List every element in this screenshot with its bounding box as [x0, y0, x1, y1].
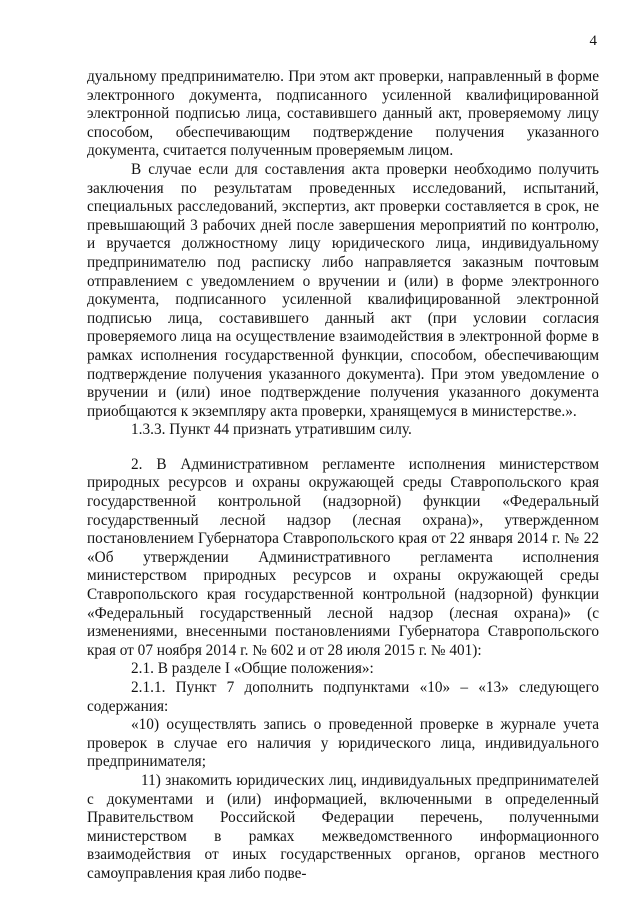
- paragraph-clause-2-1: 2.1. В разделе I «Общие положения»:: [131, 660, 374, 678]
- paragraph-subitem-10: «10) осуществлять запись о проведенной проверке в журнале учета проверок в случае его наличия у юридического лица, индивидуального предпринимателя;: [87, 716, 599, 771]
- page-number: 4: [589, 33, 597, 49]
- paragraph-clause-2-1-1: 2.1.1. Пункт 7 дополнить подпунктами «10» – «13» следующего содержания:: [87, 679, 599, 715]
- paragraph-continuation: дуальному предпринимателю. При этом акт проверки, направленный в форме электронного документа, подписанного усиленной квалифицированной электронной подписью лица, составившего данный акт, проверяемому лицу способом, обеспечивающим подтверждение получения указанного документа, считается полученным проверяемым лицом.: [87, 68, 599, 160]
- document-body: [87, 68, 599, 884]
- paragraph-act-conclusions: В случае если для составления акта проверки необходимо получить заключения по результатам проведенных исследований, испытаний, специальных расследований, экспертиз, акт проверки составляется в срок, не превышающий 3 рабочих дней после завершения мероприятий по контролю, и вручается должностному лицу юридического лица, индивидуальному предпринимателю под расписку либо направляется заказным почтовым отправлением с уведомлением о вручении и (или) в форме электронного документа, подписанного усиленной квалифицированной электронной подписью лица, составившего данный акт (при условии согласия проверяемого лица на осуществление взаимодействия в электронной форме в рамках исполнения государственной функции, способом, обеспечивающим подтверждение получения указанного документа). При этом уведомление о вручении и (или) иное подтверждение получения указанного документа приобщаются к экземпляру акта проверки, хранящемуся в министерстве.».: [87, 160, 599, 420]
- paragraph-section-2: 2. В Административном регламенте исполнения министерством природных ресурсов и охраны окружающей среды Ставропольского края государственной контрольной (надзорной) функции «Федеральный государственный лесной надзор (лесная охрана)», утвержденном постановлением Губернатора Ставропольского края от 22 января 2014 г. № 22 «Об утверждении Административного регламента исполнения министерством природных ресурсов и охраны окружающей среды Ставропольского края государственной контрольной (надзорной) функции «Федеральный государственный лесной надзор (лесная охрана)» (с изменениями, внесенными постановлениями Губернатора Ставропольского края от 07 ноября 2014 г. № 602 и от 28 июля 2015 г. № 401):: [87, 455, 599, 659]
- paragraph-subitem-11: 11) знакомить юридических лиц, индивидуальных предпринимателей с документами и (или) информацией, включенными в определенный Правительством Российской Федерации перечень, полученными министерством в рамках межведомственного информационного взаимодействия от иных государственных органов, органов местного самоуправления края либо подве-: [87, 771, 599, 882]
- paragraph-clause-1-3-3: 1.3.3. Пункт 44 признать утратившим силу.: [131, 421, 412, 439]
